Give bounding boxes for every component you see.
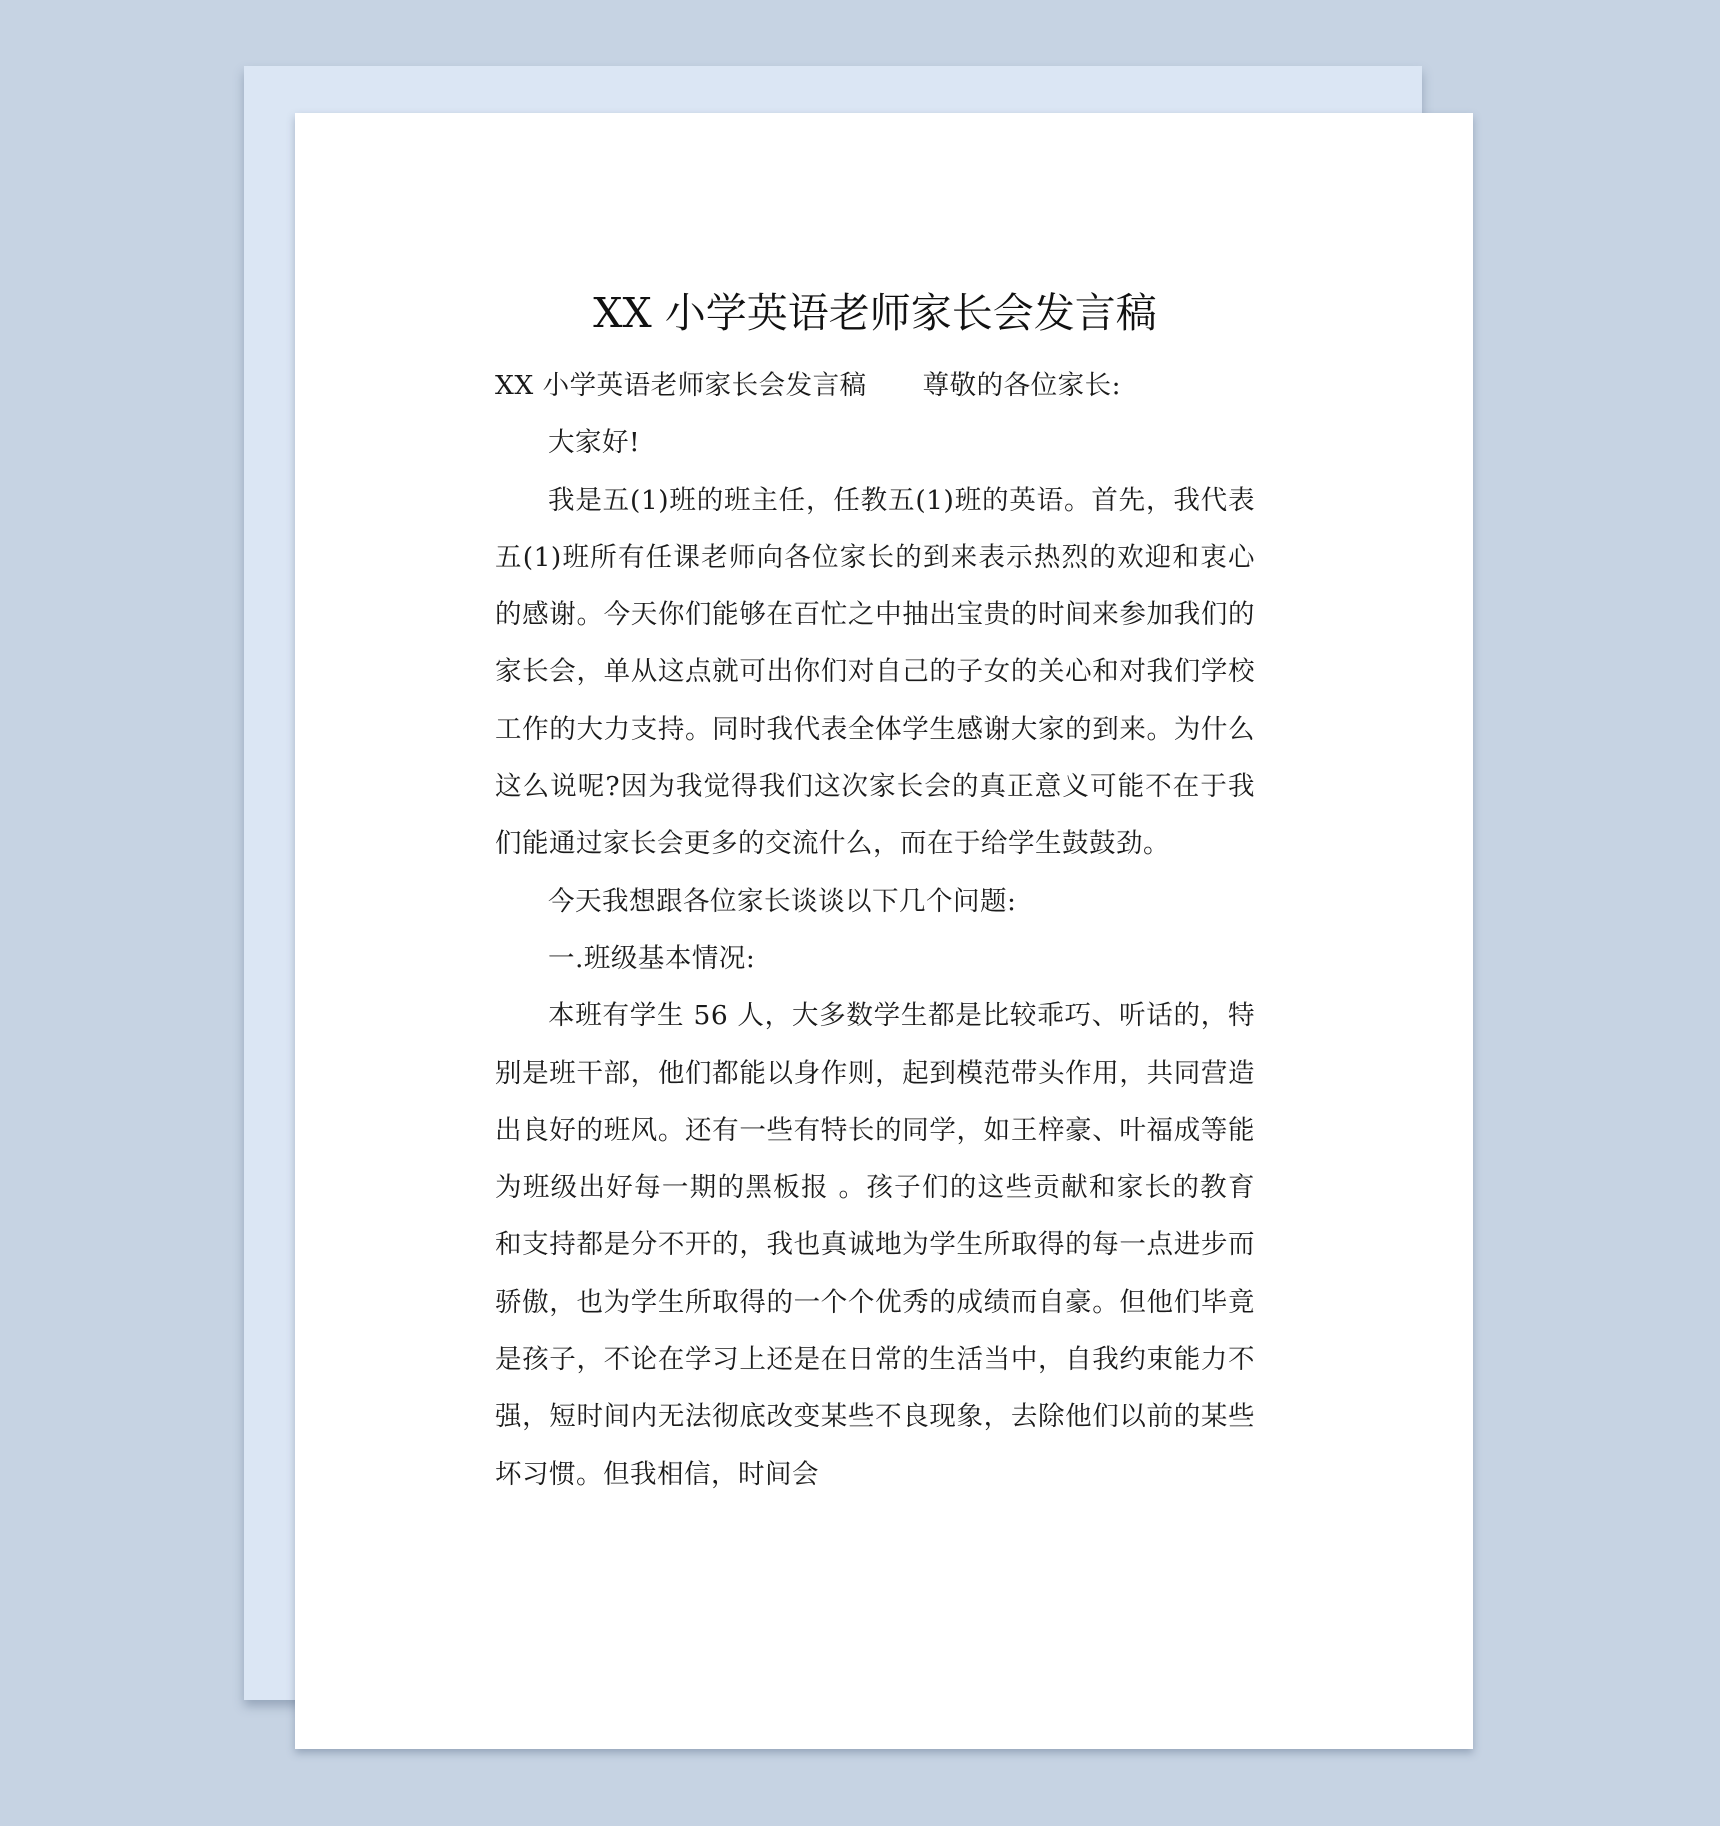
paragraph-greeting: 大家好! bbox=[548, 427, 641, 459]
document-title: XX 小学英语老师家长会发言稿 bbox=[593, 289, 1157, 337]
paragraph-introduction: 我是五(1)班的班主任，任教五(1)班的英语。首先，我代表五(1)班所有任课老师向各位家长的到来表示热烈的欢迎和衷心的感谢。今天你们能够在百忙之中抽出宝贵的时间来参加我们的家长会，单从这点就可出你们对自己的子女的关心和对我们学校工作的大力支持。同时我代表全体学生感谢大家的到来。为什么这么说呢?因为我觉得我们这次家长会的真正意义可能不在于我们能通过家长会更多的交流什么，而在于给学生鼓鼓劲。 bbox=[495, 484, 1255, 860]
section-heading-class-overview: 一.班级基本情况: bbox=[548, 942, 756, 974]
paragraph-topics: 今天我想跟各位家长谈谈以下几个问题: bbox=[548, 885, 1017, 917]
paragraph-class-overview: 本班有学生 56 人，大多数学生都是比较乖巧、听话的，特别是班干部，他们都能以身作则，起到模范带头作用，共同营造出良好的班风。还有一些有特长的同学，如王梓豪、叶福成等能为班级出好每一期的黑板报 。孩子们的这些贡献和家长的教育和支持都是分不开的，我也真诚地为学生所取得的每一点进步而骄傲，也为学生所取得的一个个优秀的成绩而自豪。但他们毕竟是孩子，不论在学习上还是在日常的生活当中，自我约束能力不强，短时间内无法彻底改变某些不良现象，去除他们以前的某些坏习惯。但我相信，时间会 bbox=[495, 1000, 1255, 1490]
document-content bbox=[495, 283, 1255, 1503]
intro-heading: XX 小学英语老师家长会发言稿 bbox=[495, 370, 867, 401]
salutation: 尊敬的各位家长: bbox=[922, 370, 1122, 401]
document-page bbox=[295, 113, 1473, 1749]
intro-line bbox=[495, 357, 1255, 414]
